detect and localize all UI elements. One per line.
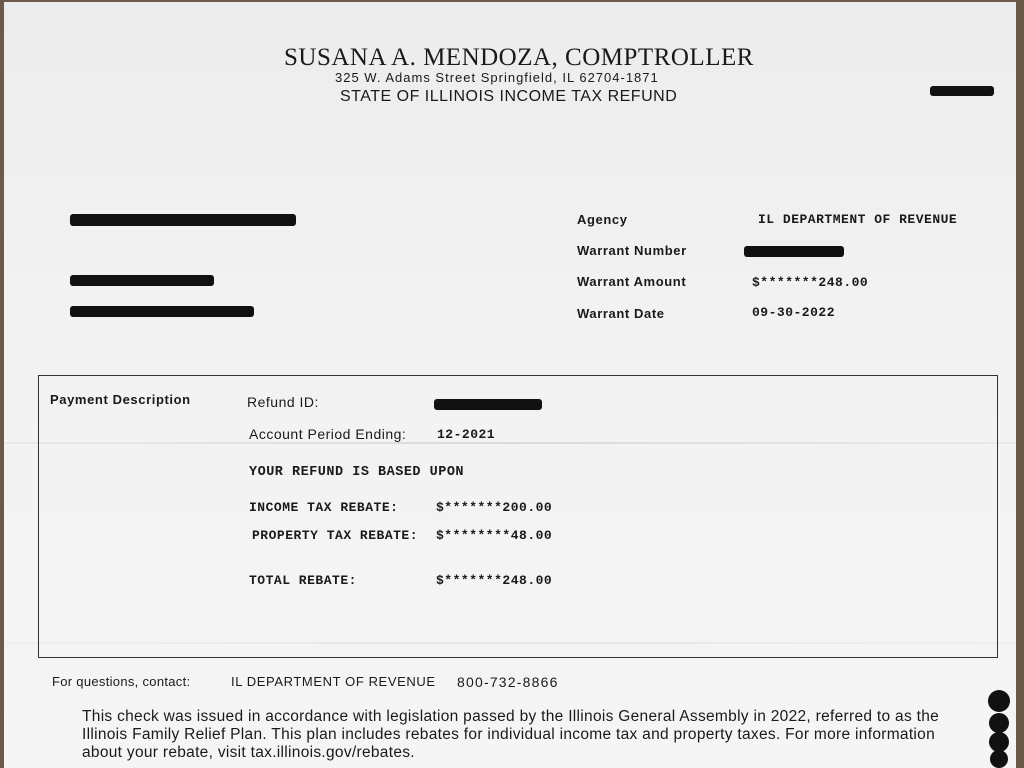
property-tax-rebate-label: PROPERTY TAX REBATE: bbox=[252, 528, 419, 543]
period-value: 12-2021 bbox=[437, 427, 496, 442]
refund-id-label: Refund ID: bbox=[247, 394, 319, 410]
warrant-amount-value: $*******248.00 bbox=[752, 275, 869, 290]
payment-description-label: Payment Description bbox=[50, 392, 191, 407]
warrant-number-redaction bbox=[744, 246, 844, 257]
payment-description-box bbox=[38, 375, 998, 658]
warrant-date-value: 09-30-2022 bbox=[752, 305, 836, 320]
legislation-notice: This check was issued in accordance with legislation passed by the Illinois General Assembly in 2022, referred to as the Illinois Family Relief Plan. This plan includes rebates for individual income tax and property taxes. For more information about your rebate, visit tax.illinois.gov/rebates. bbox=[82, 708, 940, 761]
agency-label: Agency bbox=[577, 212, 628, 227]
property-tax-rebate-value: $********48.00 bbox=[436, 528, 553, 543]
income-tax-rebate-value: $*******200.00 bbox=[436, 500, 553, 515]
warrant-amount-label: Warrant Amount bbox=[577, 274, 687, 289]
total-rebate-value: $*******248.00 bbox=[436, 573, 553, 588]
perforation-mark bbox=[988, 690, 1010, 712]
contact-agency: IL DEPARTMENT OF REVENUE bbox=[231, 674, 436, 689]
redaction-bar bbox=[70, 306, 254, 317]
agency-value: IL DEPARTMENT OF REVENUE bbox=[758, 212, 958, 227]
redaction-bar bbox=[930, 86, 994, 96]
period-label: Account Period Ending: bbox=[249, 426, 407, 442]
redaction-bar bbox=[70, 275, 214, 286]
contact-phone: 800-732-8866 bbox=[457, 674, 559, 690]
total-rebate-label: TOTAL REBATE: bbox=[249, 573, 357, 588]
comptroller-name: SUSANA A. MENDOZA, COMPTROLLER bbox=[284, 44, 754, 71]
perforation-mark bbox=[989, 713, 1009, 733]
perforation-mark bbox=[989, 732, 1009, 752]
perforation-mark bbox=[990, 750, 1008, 768]
document-title: STATE OF ILLINOIS INCOME TAX REFUND bbox=[340, 88, 678, 105]
refund-document bbox=[4, 2, 1016, 768]
warrant-date-label: Warrant Date bbox=[577, 306, 665, 321]
income-tax-rebate-label: INCOME TAX REBATE: bbox=[249, 500, 399, 515]
refund-basis-heading: YOUR REFUND IS BASED UPON bbox=[249, 465, 465, 480]
refund-id-redaction bbox=[434, 399, 542, 410]
comptroller-address: 325 W. Adams Street Springfield, IL 62704-1871 bbox=[335, 70, 659, 85]
redaction-bar bbox=[70, 214, 296, 226]
questions-label: For questions, contact: bbox=[52, 674, 191, 689]
warrant-number-label: Warrant Number bbox=[577, 243, 687, 258]
